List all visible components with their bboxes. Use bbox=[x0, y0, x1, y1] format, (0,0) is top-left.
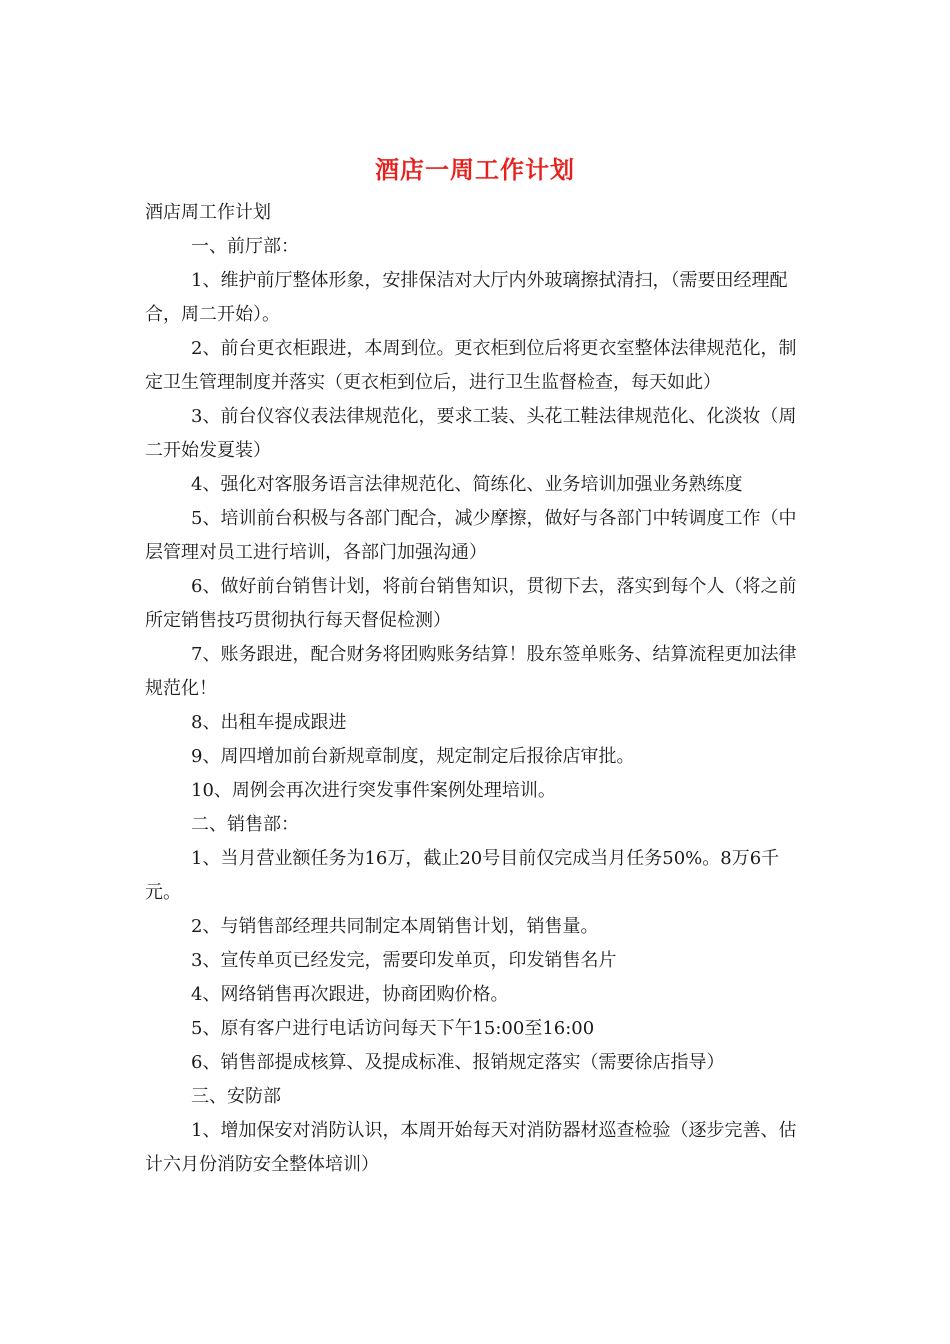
paragraph: 5、培训前台积极与各部门配合，减少摩擦，做好与各部门中转调度工作（中层管理对员工进行培训，各部门加强沟通） bbox=[145, 508, 797, 563]
paragraph: 7、账务跟进，配合财务将团购账务结算！股东签单账务、结算流程更加法律规范化！ bbox=[145, 644, 797, 699]
paragraph: 1、维护前厅整体形象，安排保洁对大厅内外玻璃擦拭清扫，（需要田经理配合，周二开始）。 bbox=[145, 270, 788, 325]
paragraph: 3、宣传单页已经发完，需要印发单页，印发销售名片 bbox=[191, 950, 617, 971]
document-title: 酒店一周工作计划 bbox=[375, 155, 575, 184]
paragraph: 3、前台仪容仪表法律规范化，要求工装、头花工鞋法律规范化、化淡妆（周二开始发夏装） bbox=[145, 406, 797, 461]
paragraph: 6、做好前台销售计划，将前台销售知识，贯彻下去，落实到每个人（将之前所定销售技巧贯彻执行每天督促检测） bbox=[145, 576, 797, 631]
section-heading-front-office: 一、前厅部： bbox=[191, 236, 299, 257]
paragraph: 2、与销售部经理共同制定本周销售计划，销售量。 bbox=[191, 916, 599, 937]
paragraph: 1、增加保安对消防认识，本周开始每天对消防器材巡查检验（逐步完善、估计六月份消防安全整体培训） bbox=[145, 1120, 797, 1175]
paragraph: 9、周四增加前台新规章制度，规定制定后报徐店审批。 bbox=[191, 746, 635, 767]
paragraph: 4、网络销售再次跟进，协商团购价格。 bbox=[191, 984, 509, 1005]
document-subtitle: 酒店周工作计划 bbox=[145, 202, 271, 223]
paragraph: 5、原有客户进行电话访问每天下午15:00至16:00 bbox=[191, 1018, 595, 1039]
paragraph: 2、前台更衣柜跟进，本周到位。更衣柜到位后将更衣室整体法律规范化，制定卫生管理制度并落实（更衣柜到位后，进行卫生监督检查，每天如此） bbox=[145, 338, 797, 393]
section-heading-sales: 二、销售部： bbox=[191, 814, 299, 835]
paragraph: 10、周例会再次进行突发事件案例处理培训。 bbox=[191, 780, 556, 801]
section-heading-security: 三、安防部 bbox=[191, 1086, 281, 1107]
paragraph: 1、当月营业额任务为16万，截止20号目前仅完成当月任务50%。8万6千元。 bbox=[145, 848, 780, 903]
paragraph: 8、出租车提成跟进 bbox=[191, 712, 347, 733]
paragraph: 6、销售部提成核算、及提成标准、报销规定落实（需要徐店指导） bbox=[191, 1052, 725, 1073]
document-body bbox=[145, 196, 805, 1182]
paragraph: 4、强化对客服务语言法律规范化、简练化、业务培训加强业务熟练度 bbox=[191, 474, 743, 495]
